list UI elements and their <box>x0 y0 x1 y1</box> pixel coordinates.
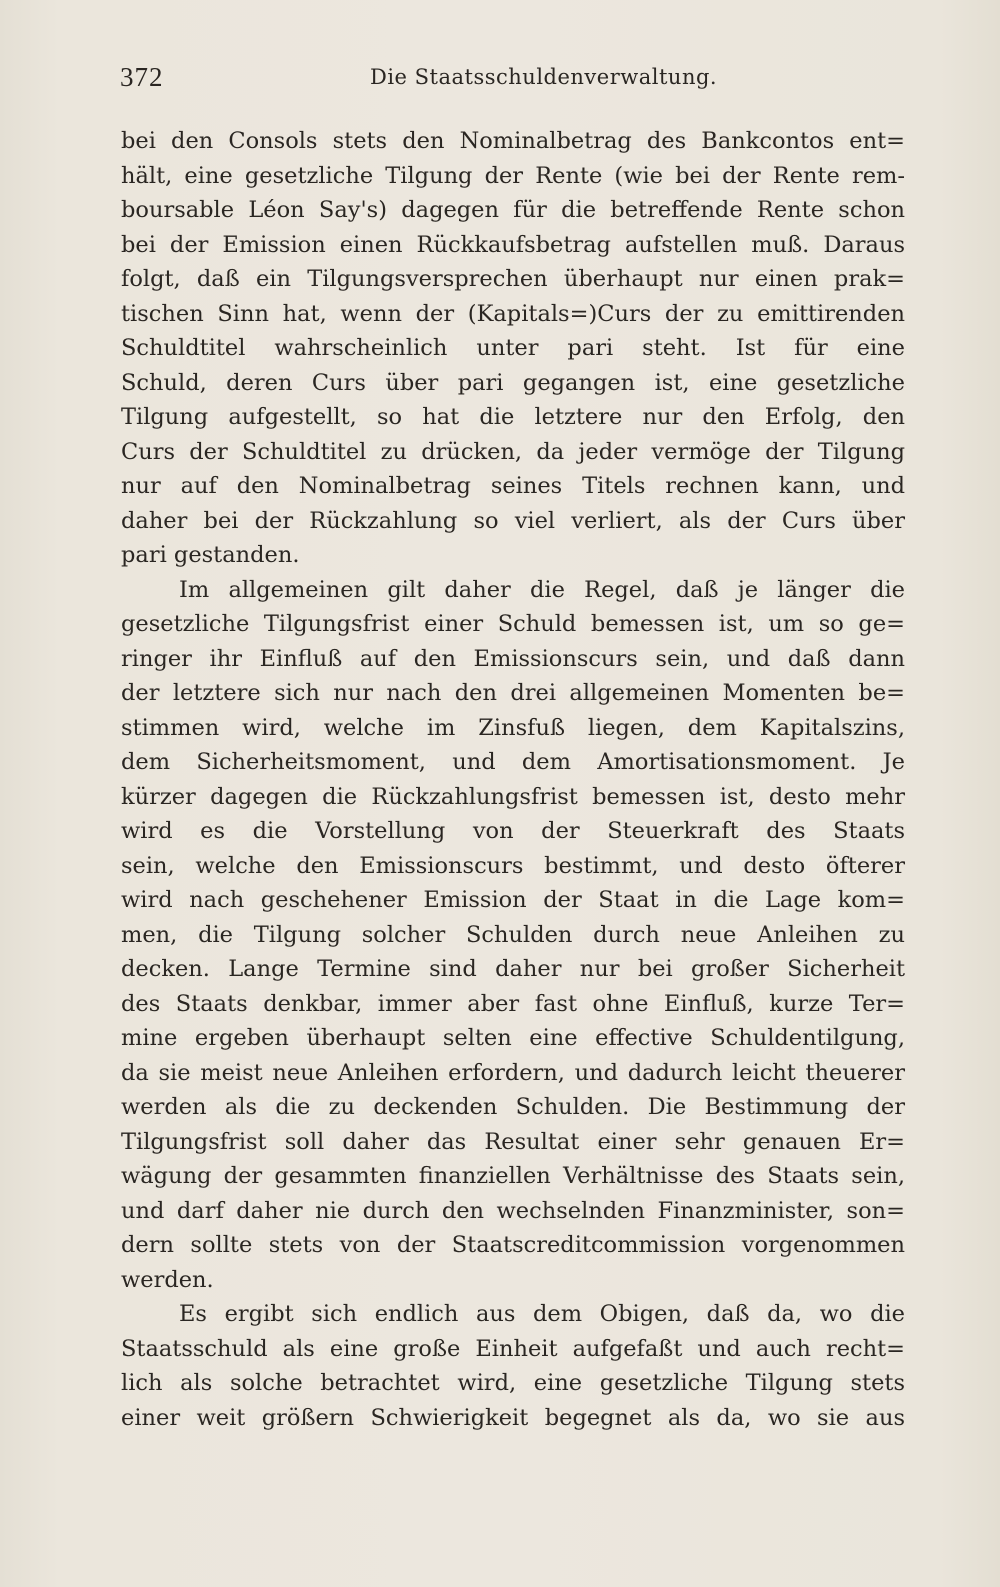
text-line: des Staats denkbar, immer aber fast ohne Einfluß, kurze Ter= <box>121 990 905 1017</box>
text-line: werden als die zu deckenden Schulden. Die Bestimmung der <box>121 1094 905 1120</box>
text-line: mine ergeben überhaupt selten eine effective Schuldentilgung, <box>121 1025 905 1051</box>
text-line: Tilgung aufgestellt, so hat die letztere nur den Erfolg, den <box>121 404 905 430</box>
text-line: nur auf den Nominalbetrag seines Titels rechnen kann, und <box>121 473 905 499</box>
text-line: Staatsschuld als eine große Einheit aufgefaßt und auch recht= <box>121 1335 905 1362</box>
text-line: lich als solche betrachtet wird, eine gesetzliche Tilgung stets <box>121 1370 905 1396</box>
running-head: Die Staatsschuldenverwaltung. <box>370 65 718 89</box>
text-line: folgt, daß ein Tilgungsversprechen überhaupt nur einen prak= <box>121 266 905 292</box>
text-line: dem Sicherheitsmoment, und dem Amortisationsmoment. Je <box>121 749 905 775</box>
text-line: stimmen wird, welche im Zinsfuß liegen, dem Kapitalszins, <box>121 714 905 741</box>
text-line: hält, eine gesetzliche Tilgung der Rente (wie bei der Rente rem- <box>121 162 905 189</box>
text-line: dern sollte stets von der Staatscreditcommission vorgenommen <box>121 1232 905 1258</box>
text-line: tischen Sinn hat, wenn der (Kapitals=)Curs der zu emittirenden <box>121 300 905 327</box>
text-line: Schuld, deren Curs über pari gegangen ist, eine gesetzliche <box>121 369 905 396</box>
page-header <box>120 62 905 102</box>
text-line: werden. <box>121 1266 214 1293</box>
text-line: wägung der gesammten finanziellen Verhältnisse des Staats sein, <box>121 1163 905 1189</box>
text-line: Curs der Schuldtitel zu drücken, da jeder vermöge der Tilgung <box>121 438 905 465</box>
text-line: Im allgemeinen gilt daher die Regel, daß je länger die <box>179 576 905 603</box>
text-line: ringer ihr Einfluß auf den Emissionscurs sein, und daß dann <box>121 645 905 672</box>
text-line: decken. Lange Termine sind daher nur bei großer Sicherheit <box>121 956 905 982</box>
text-line: men, die Tilgung solcher Schulden durch neue Anleihen zu <box>121 921 905 948</box>
text-line: daher bei der Rückzahlung so viel verliert, als der Curs über <box>121 507 905 534</box>
text-line: bei der Emission einen Rückkaufsbetrag aufstellen muß. Daraus <box>121 231 905 258</box>
paragraph <box>121 124 905 573</box>
text-line: da sie meist neue Anleihen erfordern, und dadurch leicht theuerer <box>121 1059 905 1086</box>
text-line: kürzer dagegen die Rückzahlungsfrist bemessen ist, desto mehr <box>121 783 905 810</box>
text-line: pari gestanden. <box>121 542 300 568</box>
text-line: Schuldtitel wahrscheinlich unter pari steht. Ist für eine <box>121 335 905 361</box>
text-line: und darf daher nie durch den wechselnden Finanzminister, son= <box>121 1197 905 1224</box>
text-line: der letztere sich nur nach den drei allgemeinen Momenten be= <box>121 680 905 706</box>
body-text <box>121 124 905 1435</box>
paragraph <box>121 573 905 1298</box>
text-line: wird es die Vorstellung von der Steuerkraft des Staats <box>121 818 905 844</box>
text-line: einer weit größern Schwierigkeit begegnet als da, wo sie aus <box>121 1404 905 1431</box>
page-number: 372 <box>120 62 164 92</box>
text-line: bei den Consols stets den Nominalbetrag des Bankcontos ent= <box>121 128 905 154</box>
text-line: Tilgungsfrist soll daher das Resultat einer sehr genauen Er= <box>121 1128 905 1155</box>
text-line: boursable Léon Say's) dagegen für die betreffende Rente schon <box>121 197 905 223</box>
text-line: sein, welche den Emissionscurs bestimmt, und desto öfterer <box>121 852 905 879</box>
text-line: wird nach geschehener Emission der Staat in die Lage kom= <box>121 887 905 913</box>
text-line: gesetzliche Tilgungsfrist einer Schuld bemessen ist, um so ge= <box>121 611 905 637</box>
text-line: Es ergibt sich endlich aus dem Obigen, daß da, wo die <box>179 1301 905 1327</box>
paragraph <box>121 1297 905 1435</box>
